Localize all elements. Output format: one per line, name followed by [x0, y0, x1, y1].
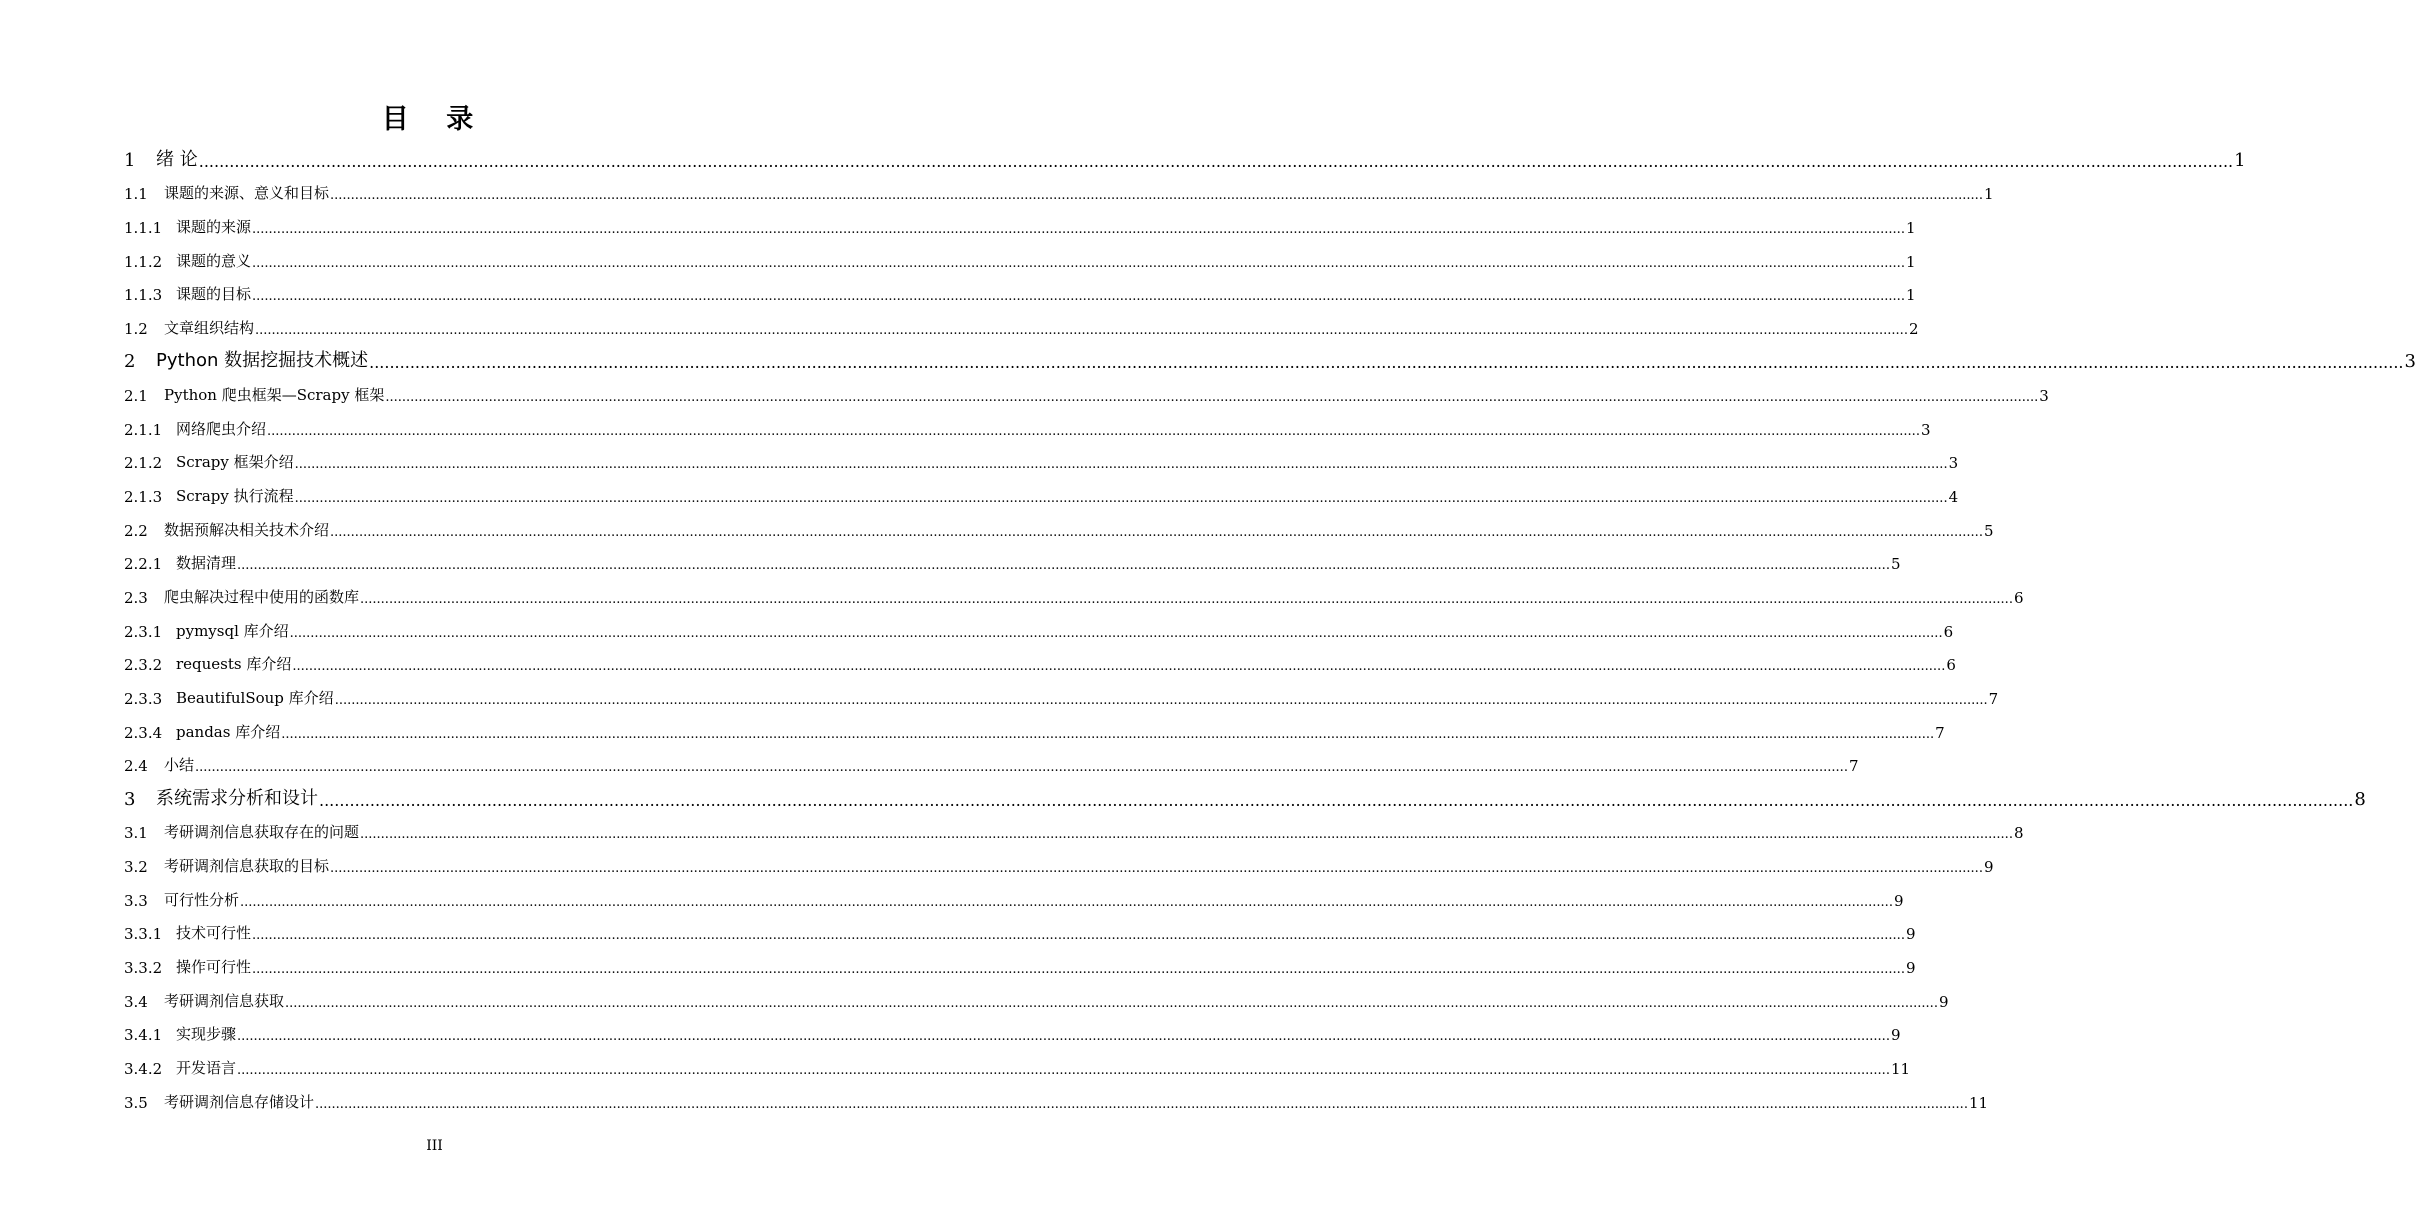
toc-entry[interactable]: [124, 748, 1859, 782]
toc-entry-page: 8: [2354, 788, 2366, 810]
toc-entry-number: 2.3.4: [124, 723, 163, 742]
toc-entry-page: 1: [1905, 218, 1916, 237]
toc-entry-number: 1.1.3: [124, 286, 163, 305]
toc-entry-number: 1: [124, 149, 136, 171]
toc-leader-dots: ................................................................................................................................................................................................................................................................................................................................................................................................................: [252, 289, 1905, 305]
toc-entry[interactable]: [124, 916, 1916, 950]
toc-entry[interactable]: [124, 647, 1956, 681]
toc-leader-dots: ................................................................................................................................................................................................................................................................................................................................................................................................................: [252, 255, 1905, 271]
toc-entry-page: 2: [1908, 319, 1919, 338]
toc-entry-title: 课题的来源: [176, 217, 252, 236]
toc-entry-number: 1.1.2: [124, 252, 163, 271]
toc-entry-page: 5: [1983, 521, 1994, 540]
toc-leader-dots: ................................................................................................................................................................................................................................................................................................................................................................................................................: [334, 692, 1988, 708]
toc-entry-page: 9: [1890, 1026, 1901, 1045]
toc-entry-title: Python 爬虫框架—Scrapy 框架: [164, 386, 385, 405]
toc-entry[interactable]: [124, 546, 1901, 580]
toc-entry-title: Scrapy 框架介绍: [176, 453, 294, 472]
toc-leader-dots: ................................................................................................................................................................................................................................................................................................................................................................................................................: [360, 591, 2013, 607]
toc-entry-title: 实现步骤: [176, 1025, 237, 1044]
toc-entry-number: 3.2: [124, 858, 148, 877]
toc-entry-page: 1: [1983, 185, 1994, 204]
toc-leader-dots: ................................................................................................................................................................................................................................................................................................................................................................................................................: [252, 928, 1905, 944]
toc-entry-page: 11: [1968, 1093, 1989, 1112]
toc-entry-title: 文章组织结构: [164, 318, 255, 337]
toc-entry-title: pandas 库介绍: [176, 722, 281, 741]
toc-entry[interactable]: [124, 344, 2416, 378]
toc-entry-page: 1: [2234, 149, 2246, 171]
toc-entry[interactable]: [124, 714, 1945, 748]
page-number: III: [426, 1138, 443, 1154]
toc-entry-number: 2.1.3: [124, 488, 163, 507]
toc-entry-page: 6: [1943, 622, 1954, 641]
toc-entry-number: 2.4: [124, 757, 148, 776]
toc-entry-number: 2.1: [124, 387, 148, 406]
toc-entry-title: requests 库介绍: [176, 655, 292, 674]
toc-entry-number: 3.3.2: [124, 959, 163, 978]
toc-entry-title: 考研调剂信息获取存在的问题: [164, 823, 360, 842]
toc-entry-page: 7: [1988, 689, 1999, 708]
toc-leader-dots: ................................................................................................................................................................................................................................................................................................................................................................................................................: [237, 1062, 1890, 1078]
toc-entry[interactable]: [124, 512, 1994, 546]
toc-entry[interactable]: [124, 983, 1949, 1017]
toc-entry-page: 9: [1938, 992, 1949, 1011]
toc-entry[interactable]: [124, 882, 1904, 916]
toc-entry-page: 7: [1935, 723, 1945, 742]
page-title: 目 录: [381, 104, 488, 135]
toc-entry[interactable]: [124, 579, 2024, 613]
toc-entry[interactable]: [124, 310, 1919, 344]
toc-entry-title: BeautifulSoup 库介绍: [176, 688, 334, 707]
toc-entry-number: 3.4: [124, 992, 148, 1011]
toc-entry-number: 1.2: [124, 319, 148, 338]
toc-entry[interactable]: [124, 377, 2049, 411]
toc-entry-page: 1: [1905, 252, 1916, 271]
toc-leader-dots: ................................................................................................................................................................................................................................................................................................................................................................................................................: [294, 491, 1948, 507]
toc-entry-title: 课题的来源、意义和目标: [164, 184, 330, 203]
toc-entry[interactable]: [124, 949, 1916, 983]
toc-leader-dots: ................................................................................................................................................................................................................................................................................................................................................................................................................: [385, 390, 2039, 406]
toc-leader-dots: ................................................................................................................................................................................................................................................................................................................................................................................................................: [240, 894, 1893, 910]
toc-entry-title: 数据清理: [176, 554, 237, 573]
toc-leader-dots: ................................................................................................................................................................................................................................................................................................................................................................................................................: [330, 188, 1983, 204]
toc-entry-number: 3.4.1: [124, 1026, 163, 1045]
toc-entry-title: pymysql 库介绍: [176, 621, 289, 640]
toc-entry-page: 6: [2013, 588, 2024, 607]
toc-entry-number: 3.5: [124, 1093, 148, 1112]
toc-entry-number: 2.3.1: [124, 622, 163, 641]
toc-leader-dots: ................................................................................................................................................................................................................................................................................................................................................................................................................: [252, 221, 1905, 237]
toc-leader-dots: ................................................................................................................................................................................................................................................................................................................................................................................................................: [267, 423, 1920, 439]
toc-entry-title: 操作可行性: [176, 958, 252, 977]
toc-leader-dots: ................................................................................................................................................................................................................................................................................................................................................................................................................: [330, 861, 1983, 877]
toc-entry-number: 1.1: [124, 185, 148, 204]
toc-entry-number: 2.1.2: [124, 454, 163, 473]
toc-entry-page: 11: [1890, 1059, 1911, 1078]
toc-entry[interactable]: [124, 209, 1916, 243]
toc-entry-title: 开发语言: [176, 1058, 237, 1077]
toc-entry-page: 3: [1920, 420, 1931, 439]
toc-entry-number: 3.3: [124, 891, 148, 910]
toc-entry-page: 1: [1905, 286, 1916, 305]
toc-leader-dots: ................................................................................................................................................................................................................................................................................................................................................................................................................: [255, 322, 1908, 338]
toc-entry[interactable]: [124, 243, 1916, 277]
toc-leader-dots: ................................................................................................................................................................................................................................................................................................................................................................................................................: [237, 558, 1890, 574]
toc-entry-title: Python 数据挖掘技术概述: [156, 350, 369, 372]
toc-entry-number: 2.3.2: [124, 656, 163, 675]
toc-leader-dots: ................................................................................................................................................................................................................................................................................................................................................................................................................: [319, 790, 2354, 810]
toc-entry-number: 3: [124, 788, 136, 810]
toc-entry-page: 6: [1946, 656, 1956, 675]
toc-entry-title: 考研调剂信息存储设计: [164, 1092, 315, 1111]
toc-entry-page: 4: [1948, 488, 1959, 507]
toc-entry-number: 2.3: [124, 588, 148, 607]
toc-entry-page: 9: [1983, 858, 1994, 877]
table-of-contents: [124, 142, 2416, 1118]
toc-leader-dots: ................................................................................................................................................................................................................................................................................................................................................................................................................: [360, 827, 2013, 843]
toc-leader-dots: ................................................................................................................................................................................................................................................................................................................................................................................................................: [198, 151, 2234, 171]
toc-leader-dots: ................................................................................................................................................................................................................................................................................................................................................................................................................: [292, 659, 1946, 675]
toc-entry-title: 绪 论: [156, 148, 198, 170]
toc-entry-number: 2.2.1: [124, 555, 163, 574]
toc-entry-number: 2: [124, 351, 136, 373]
toc-entry-page: 3: [1948, 454, 1959, 473]
toc-entry-page: 8: [2013, 824, 2024, 843]
toc-entry-title: 网络爬虫介绍: [176, 419, 267, 438]
toc-entry[interactable]: [124, 613, 1954, 647]
toc-leader-dots: ................................................................................................................................................................................................................................................................................................................................................................................................................: [237, 1029, 1890, 1045]
toc-entry-page: 3: [2404, 351, 2416, 373]
toc-entry-title: 课题的意义: [176, 251, 252, 270]
toc-entry-title: Scrapy 执行流程: [176, 487, 294, 506]
toc-entry-number: 3.3.1: [124, 925, 163, 944]
toc-leader-dots: ................................................................................................................................................................................................................................................................................................................................................................................................................: [285, 995, 1938, 1011]
toc-entry[interactable]: [124, 781, 2366, 815]
toc-entry-title: 系统需求分析和设计: [156, 787, 318, 809]
toc-entry-title: 技术可行性: [176, 924, 252, 943]
toc-entry-page: 9: [1893, 891, 1904, 910]
toc-entry[interactable]: [124, 277, 1916, 311]
toc-entry-title: 考研调剂信息获取的目标: [164, 857, 330, 876]
toc-entry-number: 3.4.2: [124, 1059, 163, 1078]
toc-entry[interactable]: [124, 848, 1994, 882]
toc-entry-number: 1.1.1: [124, 218, 163, 237]
toc-entry[interactable]: [124, 1017, 1901, 1051]
toc-entry-page: 3: [2039, 387, 2049, 406]
toc-entry-page: 9: [1905, 925, 1916, 944]
toc-entry[interactable]: [124, 411, 1931, 445]
toc-entry-page: 7: [1848, 757, 1859, 776]
toc-entry-number: 2.1.1: [124, 420, 163, 439]
toc-entry[interactable]: [124, 176, 1994, 210]
toc-leader-dots: ................................................................................................................................................................................................................................................................................................................................................................................................................: [294, 457, 1948, 473]
toc-leader-dots: ................................................................................................................................................................................................................................................................................................................................................................................................................: [289, 625, 1943, 641]
toc-entry-title: 数据预解决相关技术介绍: [164, 520, 330, 539]
toc-entry[interactable]: [124, 142, 2246, 176]
toc-entry-title: 小结: [164, 756, 195, 775]
toc-leader-dots: ................................................................................................................................................................................................................................................................................................................................................................................................................: [315, 1096, 1968, 1112]
toc-leader-dots: ................................................................................................................................................................................................................................................................................................................................................................................................................: [252, 962, 1905, 978]
toc-entry[interactable]: [124, 815, 2024, 849]
toc-entry[interactable]: [124, 445, 1959, 479]
toc-entry-number: 3.1: [124, 824, 148, 843]
toc-entry[interactable]: [124, 1084, 1989, 1118]
toc-entry[interactable]: [124, 478, 1959, 512]
toc-leader-dots: ................................................................................................................................................................................................................................................................................................................................................................................................................: [281, 726, 1935, 742]
toc-entry-title: 可行性分析: [164, 890, 240, 909]
toc-leader-dots: ................................................................................................................................................................................................................................................................................................................................................................................................................: [369, 353, 2404, 373]
toc-entry-number: 2.3.3: [124, 689, 163, 708]
toc-entry[interactable]: [124, 680, 1999, 714]
toc-entry-page: 5: [1890, 555, 1901, 574]
toc-entry-title: 考研调剂信息获取: [164, 991, 285, 1010]
toc-entry-page: 9: [1905, 959, 1916, 978]
toc-entry-title: 课题的目标: [176, 285, 252, 304]
toc-entry-title: 爬虫解决过程中使用的函数库: [164, 587, 360, 606]
toc-leader-dots: ................................................................................................................................................................................................................................................................................................................................................................................................................: [330, 524, 1983, 540]
toc-entry[interactable]: [124, 1050, 1911, 1084]
toc-leader-dots: ................................................................................................................................................................................................................................................................................................................................................................................................................: [195, 760, 1848, 776]
toc-entry-number: 2.2: [124, 521, 148, 540]
